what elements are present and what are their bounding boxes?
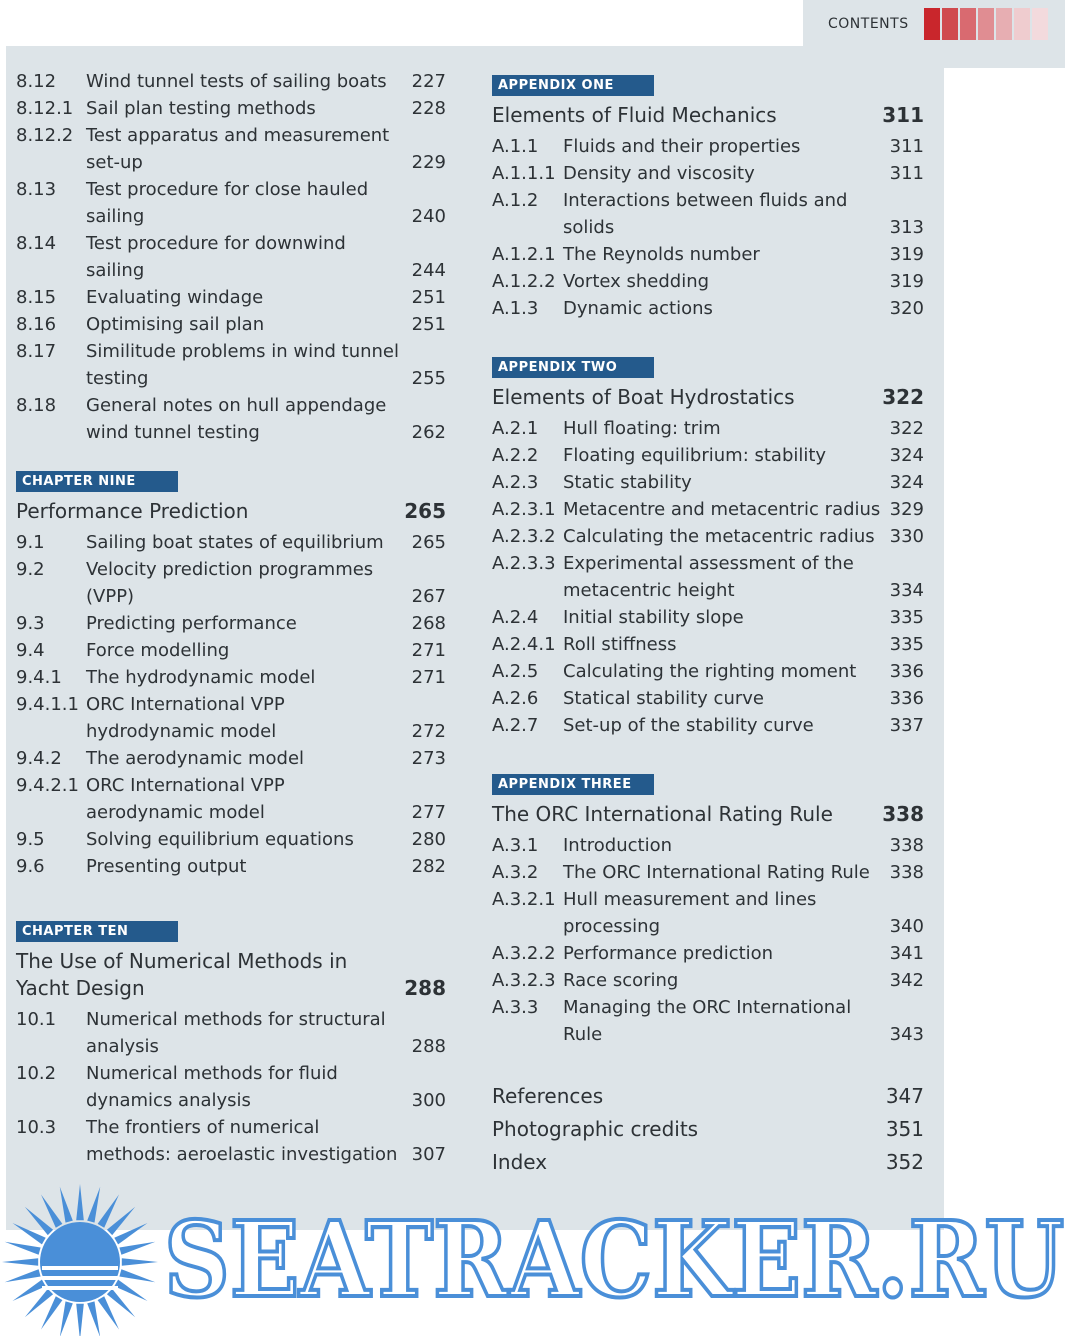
- color-bar: [1014, 8, 1030, 40]
- toc-entry[interactable]: [16, 311, 446, 338]
- entry-number: 8.14: [16, 233, 57, 254]
- entry-number: 9.2: [16, 559, 45, 580]
- entry-number: A.2.2: [492, 445, 539, 466]
- toc-entry[interactable]: [492, 442, 924, 469]
- toc-entry[interactable]: [16, 826, 446, 853]
- entry-title: Interactions between fluids and solids: [563, 190, 848, 238]
- entry-number: 9.4.2.1: [16, 775, 79, 796]
- entry-page: 352: [885, 1150, 924, 1174]
- toc-entry[interactable]: [16, 1006, 446, 1060]
- entry-page: 267: [411, 586, 446, 607]
- entry-title: Hull floating: trim: [563, 418, 721, 439]
- entry-title: Experimental assessment of the metacentric height: [563, 553, 854, 601]
- color-bar: [924, 8, 940, 40]
- entry-title: Performance prediction: [563, 943, 774, 964]
- entry-page: 251: [411, 287, 446, 308]
- toc-entry[interactable]: [492, 712, 924, 739]
- entry-title: Numerical methods for fluid dynamics analysis: [86, 1063, 338, 1111]
- toc-entry[interactable]: [16, 1060, 446, 1114]
- entry-page: 273: [411, 748, 446, 769]
- entry-page: 324: [889, 445, 924, 466]
- toc-entry[interactable]: [492, 1080, 924, 1113]
- entry-title: Index: [492, 1150, 548, 1174]
- entry-page: 338: [889, 862, 924, 883]
- entry-number: A.1.1.1: [492, 163, 556, 184]
- chapter-title[interactable]: [16, 948, 446, 1002]
- entry-number: 8.12.2: [16, 125, 74, 146]
- toc-entry[interactable]: [492, 550, 924, 604]
- entry-number: A.2.1: [492, 418, 539, 439]
- appendix-title[interactable]: [492, 102, 924, 129]
- entry-number: 10.1: [16, 1009, 57, 1030]
- entry-number: A.2.3.1: [492, 499, 556, 520]
- appendix-one-entries: [492, 133, 924, 322]
- entry-title: Race scoring: [563, 970, 679, 991]
- entry-number: A.3.2: [492, 862, 539, 883]
- toc-entry[interactable]: [492, 241, 924, 268]
- entry-number: A.1.2: [492, 190, 539, 211]
- appendix-page: 322: [882, 385, 924, 409]
- entry-number: 9.4: [16, 640, 45, 661]
- entry-title: Test apparatus and measurement set-up: [86, 125, 390, 173]
- entry-title: Managing the ORC International Rule: [563, 997, 852, 1045]
- toc-entry[interactable]: [16, 284, 446, 311]
- entry-number: 9.5: [16, 829, 45, 850]
- entry-page: 351: [885, 1117, 924, 1141]
- entry-number: A.2.3.3: [492, 553, 556, 574]
- color-bar: [960, 8, 976, 40]
- entry-page: 265: [411, 532, 446, 553]
- toc-entry[interactable]: [492, 187, 924, 241]
- toc-entry[interactable]: [492, 268, 924, 295]
- entry-page: 282: [411, 856, 446, 877]
- entry-page: 229: [411, 152, 446, 173]
- entry-number: A.3.2.2: [492, 943, 556, 964]
- appendix-title-text: Elements of Fluid Mechanics: [492, 103, 777, 127]
- appendix-label: APPENDIX TWO: [492, 357, 654, 378]
- entry-number: 10.2: [16, 1063, 57, 1084]
- entry-title: The hydrodynamic model: [86, 667, 316, 688]
- entry-page: 324: [889, 472, 924, 493]
- color-bars: [924, 8, 1050, 40]
- toc-entry[interactable]: [16, 637, 446, 664]
- entry-number: A.2.3: [492, 472, 539, 493]
- toc-entry[interactable]: [492, 859, 924, 886]
- entry-title: Calculating the righting moment: [563, 661, 857, 682]
- entry-page: 343: [889, 1024, 924, 1045]
- toc-entry[interactable]: [492, 658, 924, 685]
- appendix-label: APPENDIX ONE: [492, 75, 654, 96]
- entry-number: 8.15: [16, 287, 57, 308]
- entry-page: 311: [889, 163, 924, 184]
- entry-number: A.1.3: [492, 298, 539, 319]
- color-bar: [978, 8, 994, 40]
- entry-number: A.1.1: [492, 136, 539, 157]
- color-bar: [942, 8, 958, 40]
- entry-number: A.2.5: [492, 661, 539, 682]
- watermark-text: SEATRACKER.RU: [164, 1198, 1064, 1321]
- entry-title: The ORC International Rating Rule: [563, 862, 870, 883]
- appendix-title[interactable]: [492, 801, 924, 828]
- entry-number: 9.1: [16, 532, 45, 553]
- back-matter: [492, 1080, 924, 1179]
- entry-number: A.3.1: [492, 835, 539, 856]
- entry-number: 10.3: [16, 1117, 57, 1138]
- toc-entry[interactable]: [492, 523, 924, 550]
- toc-entry[interactable]: [16, 176, 446, 230]
- color-bar: [996, 8, 1012, 40]
- toc-entry[interactable]: [16, 556, 446, 610]
- entry-title: Metacentre and metacentric radius: [563, 499, 881, 520]
- chapter-label: CHAPTER TEN: [16, 921, 178, 942]
- toc-entry[interactable]: [492, 940, 924, 967]
- chapter-title[interactable]: [16, 498, 446, 525]
- chapter-title-text: The Use of Numerical Methods in Yacht Design: [16, 949, 348, 1000]
- toc-entry[interactable]: [492, 994, 924, 1048]
- entry-title: Floating equilibrium: stability: [563, 445, 827, 466]
- entry-page: 336: [889, 688, 924, 709]
- entry-number: 9.4.1: [16, 667, 62, 688]
- entry-title: Hull measurement and lines processing: [563, 889, 817, 937]
- entry-page: 307: [411, 1144, 446, 1165]
- appendix-label: APPENDIX THREE: [492, 774, 654, 795]
- entry-title: Evaluating windage: [86, 287, 264, 308]
- entry-page: 251: [411, 314, 446, 335]
- appendix-three-entries: [492, 832, 924, 1048]
- appendix-three-section: [492, 773, 924, 1048]
- entry-page: 244: [411, 260, 446, 281]
- entry-number: 9.3: [16, 613, 45, 634]
- toc-entry[interactable]: [492, 295, 924, 322]
- entry-number: A.1.2.2: [492, 271, 556, 292]
- entry-title: Set-up of the stability curve: [563, 715, 814, 736]
- entry-title: Similitude problems in wind tunnel testing: [86, 341, 399, 389]
- entry-title: Statical stability curve: [563, 688, 764, 709]
- entry-title: The Reynolds number: [563, 244, 760, 265]
- toc-entry[interactable]: [492, 604, 924, 631]
- entry-page: 313: [889, 217, 924, 238]
- toc-entry[interactable]: [16, 745, 446, 772]
- chapter-ten-section: [16, 920, 446, 1168]
- watermark: [0, 1184, 1080, 1336]
- toc-entry[interactable]: [16, 68, 446, 95]
- entry-page: 228: [411, 98, 446, 119]
- color-bar: [1032, 8, 1048, 40]
- entry-title: Presenting output: [86, 856, 247, 877]
- toc-entry[interactable]: [492, 832, 924, 859]
- entry-page: 320: [889, 298, 924, 319]
- entry-title: Photographic credits: [492, 1117, 699, 1141]
- entry-number: 9.4.1.1: [16, 694, 79, 715]
- entry-page: 347: [885, 1084, 924, 1108]
- entry-title: The frontiers of numerical methods: aeroelastic investigation: [86, 1117, 398, 1165]
- entry-page: 240: [411, 206, 446, 227]
- left-column: [16, 68, 446, 1168]
- entry-page: 271: [411, 667, 446, 688]
- toc-entry[interactable]: [16, 392, 446, 446]
- entry-page: 277: [411, 802, 446, 823]
- toc-entry[interactable]: [492, 886, 924, 940]
- chapter-label: CHAPTER NINE: [16, 471, 178, 492]
- toc-entry[interactable]: [492, 967, 924, 994]
- chapter-page: 265: [404, 499, 446, 523]
- entry-page: 288: [411, 1036, 446, 1057]
- entry-number: A.2.4.1: [492, 634, 556, 655]
- entry-title: Initial stability slope: [563, 607, 744, 628]
- toc-entry[interactable]: [492, 160, 924, 187]
- entry-number: 8.13: [16, 179, 57, 200]
- entry-number: 8.12: [16, 71, 57, 92]
- entry-number: A.3.2.3: [492, 970, 556, 991]
- entry-title: Fluids and their properties: [563, 136, 801, 157]
- appendix-two-entries: [492, 415, 924, 739]
- appendix-two-section: [492, 356, 924, 739]
- entry-title: Sailing boat states of equilibrium: [86, 532, 384, 553]
- chapter-nine-section: [16, 470, 446, 880]
- toc-entry[interactable]: [16, 122, 446, 176]
- entry-title: Vortex shedding: [563, 271, 710, 292]
- entry-number: 9.6: [16, 856, 45, 877]
- entry-number: 8.17: [16, 341, 57, 362]
- entry-page: 341: [889, 943, 924, 964]
- entry-title: Introduction: [563, 835, 673, 856]
- entry-number: A.2.6: [492, 688, 539, 709]
- entry-title: The aerodynamic model: [86, 748, 305, 769]
- page-running-head: CONTENTS: [828, 16, 909, 32]
- entry-page: 262: [411, 422, 446, 443]
- entry-number: A.1.2.1: [492, 244, 556, 265]
- entry-page: 340: [889, 916, 924, 937]
- toc-entry[interactable]: [492, 133, 924, 160]
- toc-entry[interactable]: [492, 496, 924, 523]
- chapter-eight-entries: [16, 68, 446, 446]
- toc-entry[interactable]: [492, 631, 924, 658]
- toc-entry[interactable]: [16, 95, 446, 122]
- entry-page: 300: [411, 1090, 446, 1111]
- entry-title: Velocity prediction programmes (VPP): [86, 559, 374, 607]
- entry-number: 8.16: [16, 314, 57, 335]
- chapter-title-text: Performance Prediction: [16, 499, 249, 523]
- entry-page: 329: [889, 499, 924, 520]
- entry-page: 319: [889, 271, 924, 292]
- appendix-title-text: Elements of Boat Hydrostatics: [492, 385, 795, 409]
- entry-number: A.2.4: [492, 607, 539, 628]
- entry-title: Predicting performance: [86, 613, 297, 634]
- toc-entry[interactable]: [16, 610, 446, 637]
- entry-page: 337: [889, 715, 924, 736]
- right-column: [492, 74, 924, 1179]
- entry-page: 227: [411, 71, 446, 92]
- toc-entry[interactable]: [492, 1113, 924, 1146]
- chapter-nine-entries: [16, 529, 446, 880]
- appendix-one-section: [492, 74, 924, 322]
- entry-page: 338: [889, 835, 924, 856]
- toc-entry[interactable]: [16, 338, 446, 392]
- entry-title: Solving equilibrium equations: [86, 829, 354, 850]
- appendix-page: 338: [882, 802, 924, 826]
- entry-page: 280: [411, 829, 446, 850]
- toc-entry[interactable]: [492, 469, 924, 496]
- entry-page: 311: [889, 136, 924, 157]
- toc-entry[interactable]: [16, 772, 446, 826]
- entry-title: Static stability: [563, 472, 692, 493]
- entry-number: 8.18: [16, 395, 57, 416]
- entry-title: Calculating the metacentric radius: [563, 526, 875, 547]
- entry-number: A.3.3: [492, 997, 539, 1018]
- entry-page: 319: [889, 244, 924, 265]
- entry-page: 255: [411, 368, 446, 389]
- sun-logo-icon: [2, 1184, 158, 1336]
- entry-page: 330: [889, 526, 924, 547]
- toc-entry[interactable]: [16, 691, 446, 745]
- entry-number: A.3.2.1: [492, 889, 556, 910]
- entry-page: 334: [889, 580, 924, 601]
- toc-entry[interactable]: [16, 853, 446, 880]
- toc-entry[interactable]: [16, 230, 446, 284]
- appendix-page: 311: [882, 103, 924, 127]
- toc-entry[interactable]: [16, 1114, 446, 1168]
- entry-page: 322: [889, 418, 924, 439]
- entry-page: 335: [889, 634, 924, 655]
- chapter-ten-entries: [16, 1006, 446, 1168]
- entry-page: 272: [411, 721, 446, 742]
- entry-page: 336: [889, 661, 924, 682]
- entry-title: General notes on hull appendage wind tunnel testing: [86, 395, 387, 443]
- entry-title: Force modelling: [86, 640, 230, 661]
- entry-title: ORC International VPP aerodynamic model: [86, 775, 285, 823]
- entry-number: 9.4.2: [16, 748, 62, 769]
- entry-page: 335: [889, 607, 924, 628]
- toc-entry[interactable]: [16, 529, 446, 556]
- entry-number: 8.12.1: [16, 98, 74, 119]
- entry-title: Density and viscosity: [563, 163, 755, 184]
- entry-title: Test procedure for downwind sailing: [86, 233, 346, 281]
- entry-title: Numerical methods for structural analysis: [86, 1009, 386, 1057]
- toc-entry[interactable]: [492, 1146, 924, 1179]
- chapter-page: 288: [404, 976, 446, 1000]
- entry-page: 342: [889, 970, 924, 991]
- appendix-title[interactable]: [492, 384, 924, 411]
- toc-entry[interactable]: [16, 664, 446, 691]
- toc-entry[interactable]: [492, 415, 924, 442]
- entry-title: Optimising sail plan: [86, 314, 265, 335]
- entry-page: 268: [411, 613, 446, 634]
- entry-title: ORC International VPP hydrodynamic model: [86, 694, 285, 742]
- entry-title: Wind tunnel tests of sailing boats: [86, 71, 387, 92]
- entry-title: References: [492, 1084, 604, 1108]
- toc-entry[interactable]: [492, 685, 924, 712]
- entry-title: Roll stiffness: [563, 634, 677, 655]
- entry-title: Dynamic actions: [563, 298, 713, 319]
- entry-title: Sail plan testing methods: [86, 98, 316, 119]
- entry-number: A.2.3.2: [492, 526, 556, 547]
- entry-number: A.2.7: [492, 715, 539, 736]
- appendix-title-text: The ORC International Rating Rule: [492, 802, 833, 826]
- entry-title: Test procedure for close hauled sailing: [86, 179, 369, 227]
- entry-page: 271: [411, 640, 446, 661]
